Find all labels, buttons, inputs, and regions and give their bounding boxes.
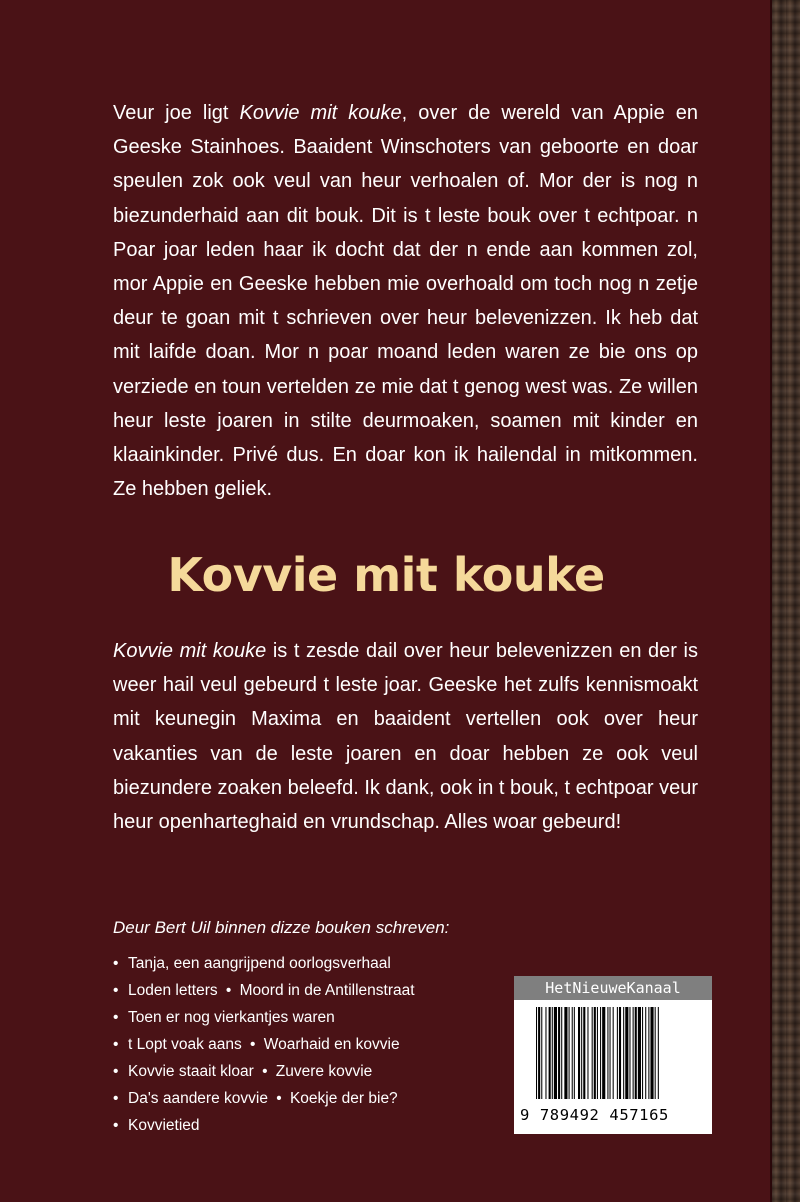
book-title-entry: Moord in de Antillenstraat <box>239 982 415 999</box>
spine-texture <box>772 0 800 1202</box>
intro-title-reference: Kovvie mit kouke <box>239 102 402 124</box>
book-list-item <box>113 1004 503 1031</box>
book-title-entry: Zuvere kovvie <box>275 1063 373 1080</box>
summary-title-reference: Kovvie mit kouke <box>113 640 267 662</box>
bullet-icon: • <box>113 1036 119 1053</box>
barcode-icon <box>536 1007 702 1099</box>
other-books-heading: Deur Bert Uil binnen dizze bouken schreven: <box>113 918 450 937</box>
bullet-icon: • <box>113 1117 119 1134</box>
other-books-list <box>113 950 503 1139</box>
bullet-icon: • <box>113 1090 119 1107</box>
bullet-icon: • <box>262 1063 268 1080</box>
book-list-item <box>113 1085 503 1112</box>
book-title-entry: Tanja, een aangrijpend oorlogsverhaal <box>128 955 391 972</box>
book-title-entry: Toen er nog vierkantjes waren <box>128 1009 335 1026</box>
bullet-icon: • <box>250 1036 256 1053</box>
bullet-icon: • <box>113 955 119 972</box>
book-list-item <box>113 950 503 977</box>
book-title-entry: Loden letters <box>128 982 218 999</box>
isbn-number: 9 789492 457165 <box>520 1106 669 1124</box>
bullet-icon: • <box>113 1063 119 1080</box>
book-title-entry: Koekje der bie? <box>289 1090 398 1107</box>
book-title: Kovvie mit kouke <box>167 548 605 602</box>
summary-paragraph <box>113 634 698 874</box>
book-title-entry: Woarhaid en kovvie <box>263 1036 400 1053</box>
book-list-item <box>113 1031 503 1058</box>
intro-text: , over de wereld van Appie en Geeske Stainhoes. Baaident Winschoters van geboorte en doar speulen zok ook veul van heur verhoalen of. Mor der is nog n biezunderhaid aan dit bouk. Dit is t leste bouk over t echtpoar. n Poar joar leden haar ik docht dat der n ende aan kommen zol, mor Appie en Geeske hebben mie overhoald om toch nog n zetje deur te goan mit t schrieven over heur belevenizzen. Ik heb dat mit laifde doan. Mor n poar moand leden waren ze bie ons op verziede en toun vertelden ze mie dat t genog west was. Ze willen heur leste joaren in stilte deurmoaken, soamen mit kinder en klaainkinder. Privé dus. En doar kon ik hailendal in mitkommen. Ze hebben geliek. <box>113 102 698 501</box>
book-list-item <box>113 977 503 1004</box>
bullet-icon: • <box>113 1009 119 1026</box>
bullet-icon: • <box>276 1090 282 1107</box>
publisher-name: HetNieuweKanaal <box>514 976 712 1000</box>
book-title-entry: t Lopt voak aans <box>128 1036 242 1053</box>
summary-text: is t zesde dail over heur belevenizzen en der is weer hail veul gebeurd t leste joar. Geeske het zulfs kennismoakt mit keunegin Maxima en baaident vertellen ook over heur vakanties van de leste joaren en doar hebben ze ook veul biezundere zoaken beleefd. Ik dank, ook in t bouk, t echtpoar veur heur openharteghaid en vrundschap. Alles woar gebeurd! <box>113 640 698 834</box>
book-title-entry: Kovvie staait kloar <box>128 1063 254 1080</box>
book-list-item <box>113 1112 503 1139</box>
barcode-block <box>514 976 712 1134</box>
bullet-icon: • <box>113 982 119 999</box>
book-title-entry: Kovvietied <box>128 1117 200 1134</box>
bullet-icon: • <box>225 982 232 999</box>
intro-paragraph <box>113 96 698 524</box>
intro-before-title: Veur joe ligt <box>113 102 240 124</box>
book-title-entry: Da's aandere kovvie <box>128 1090 268 1107</box>
book-list-item <box>113 1058 503 1085</box>
